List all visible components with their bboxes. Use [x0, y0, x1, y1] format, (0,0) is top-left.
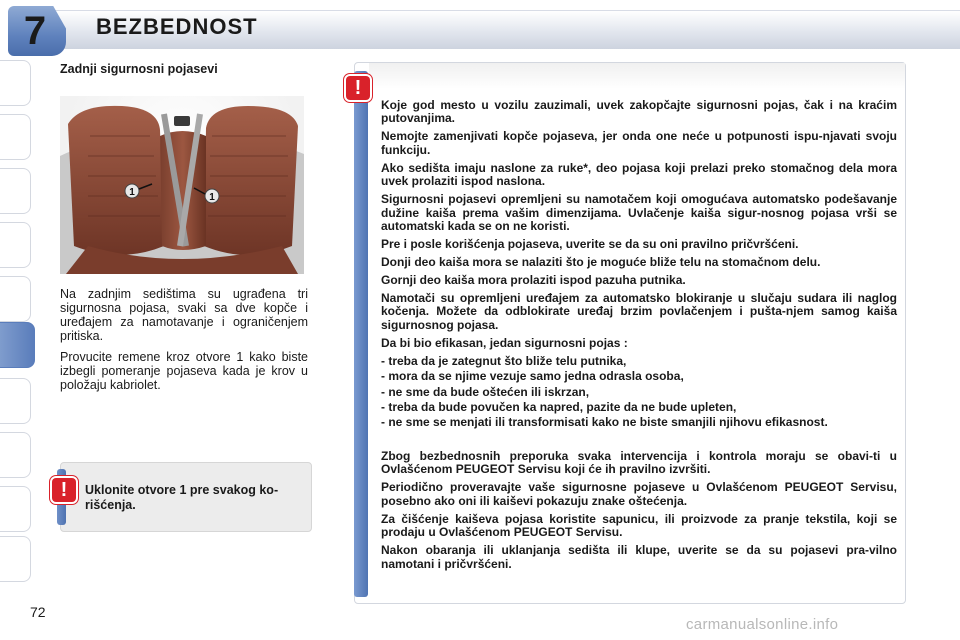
chapter-title: BEZBEDNOST — [96, 14, 258, 39]
warning-top-band — [369, 63, 905, 89]
side-tab-9[interactable] — [0, 486, 31, 532]
side-tab-1[interactable] — [0, 60, 31, 106]
warning-box-left — [60, 462, 312, 532]
side-tab-8[interactable] — [0, 432, 31, 478]
warning-paragraph: Nakon obaranja ili uklanjanja sedišta ili klupe, uverite se da su pojasevi pra-vilno namotani i pričvršćeni. — [381, 543, 897, 571]
photo-label-1: 1 — [129, 187, 135, 198]
warning-exclamation-icon: ! — [346, 76, 370, 100]
side-tab-4[interactable] — [0, 222, 31, 268]
warning-exclamation-icon: ! — [52, 478, 76, 502]
warning-paragraph: Za čišćenje kaiševa pojasa koristite sapunicu, ili proizvode za pranje tekstila, koji se prodaju u Ovlašćenom PEUGEOT Servisu. — [381, 511, 897, 540]
warning-paragraph: Zbog bezbednosnih preporuka svaka intervencija i kontrola moraju se obavi-ti u Ovlašćenom PEUGEOT Servisu koji će ih pravilno izvršiti. — [381, 448, 897, 477]
list-item: - treba da je zategnut što bliže telu putnika, — [381, 353, 627, 368]
warning-paragraph: Periodično proveravajte vaše sigurnosne pojaseve u Ovlašćenom PEUGEOT Servisu, posebno ako oni ili kaiševi pokazuju znake oštećenja. — [381, 480, 897, 508]
warning-paragraph: Koje god mesto u vozilu zauzimali, uvek zakopčajte sigurnosni pojas, čak i na kraćim putovanjima. — [381, 98, 897, 126]
side-tab-2[interactable] — [0, 114, 31, 160]
list-item: - treba da bude povučen ka napred, pazite da ne bude upleten, — [381, 400, 737, 415]
warning-right-content — [381, 99, 897, 576]
page-number: 72 — [30, 604, 46, 620]
warning-paragraph: Pre i posle korišćenja pojaseva, uverite se da su oni pravilno pričvršćeni. — [381, 237, 799, 252]
side-tab-active[interactable] — [0, 322, 35, 368]
list-item: - ne sme da bude oštećen ili iskrzan, — [381, 384, 590, 399]
warning-paragraph: Sigurnosni pojasevi opremljeni su namotačem koji omogućava automatsko podešavanje dužine kaiša prema vašim dimenzijama. Uvlačenje kaiša sigur-nosnog pojasa vrši se automatski kada se on ne koristi. — [381, 192, 897, 234]
warning-paragraph: Gornji deo kaiša mora prolaziti ispod pazuha putnika. — [381, 273, 686, 288]
warning-paragraph: Namotači su opremljeni uređajem za automatsko blokiranje u slučaju sudara ili naglog kočenja. Možete da odblokirate uređaj brzim povlačenjem i pušta-njem samog kaiša sigurnosnog pojasa. — [381, 291, 897, 332]
side-tab-5[interactable] — [0, 276, 31, 322]
side-tab-10[interactable] — [0, 536, 31, 582]
warning-bar-right — [354, 71, 368, 597]
warning-box-right — [354, 62, 906, 604]
left-paragraph-2: Provucite remene kroz otvore 1 kako biste izbegli pomeranje pojaseva kada je krov u položaju kabriolet. — [60, 350, 308, 392]
warning-paragraph: Ako sedišta imaju naslone za ruke*, deo pojasa koji prelazi preko stomačnog dela mora uvek prolaziti ispod naslona. — [381, 160, 897, 189]
list-item: - ne sme se menjati ili transformisati kako ne biste smanjili njihovu efikasnost. — [381, 415, 828, 430]
left-paragraph-1: Na zadnjim sedištima su ugrađena tri sigurnosna pojasa, svaki sa dve kopče i uređajem za namotavanje i ograničenjem pritiska. — [60, 287, 308, 343]
rear-seat-photo — [60, 96, 304, 274]
side-tab-strip — [0, 60, 32, 580]
chapter-number: 7 — [23, 9, 47, 53]
left-body-text — [60, 287, 308, 399]
warning-paragraph: Nemojte zamenjivati kopče pojaseva, jer onda one neće u potpunosti ispu-njavati svoju funkciju. — [381, 129, 897, 157]
list-item: - mora da se njime vezuje samo jedna odrasla osoba, — [381, 369, 684, 384]
requirements-list — [381, 355, 897, 430]
watermark: carmanualsonline.info — [686, 616, 839, 633]
section-title: Zadnji sigurnosni pojasevi — [60, 62, 218, 76]
warning-paragraph: Donji deo kaiša mora se nalaziti što je moguće bliže telu na stomačnom delu. — [381, 255, 821, 270]
side-tab-3[interactable] — [0, 168, 31, 214]
side-tab-7[interactable] — [0, 378, 31, 424]
photo-label-2: 1 — [209, 192, 215, 203]
warning-paragraph: Da bi bio efikasan, jedan sigurnosni pojas : — [381, 335, 628, 350]
warning-left-text: Uklonite otvore 1 pre svakog ko-rišćenja. — [85, 483, 279, 512]
